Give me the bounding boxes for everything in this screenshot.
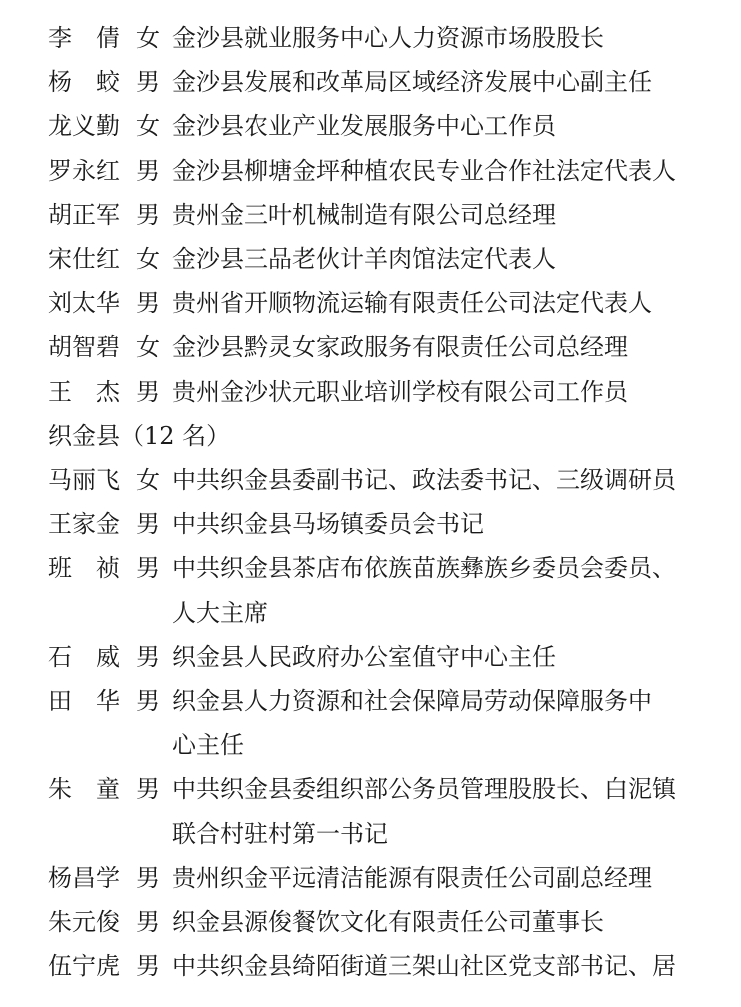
person-name: 马丽飞	[48, 466, 120, 494]
person-gender: 女	[136, 245, 160, 273]
name-char: 倩	[96, 24, 120, 52]
person-gender: 男	[136, 775, 160, 804]
person-name	[48, 635, 120, 679]
person-name: 龙义勤	[48, 112, 120, 141]
name-char: 石	[48, 642, 72, 671]
name-char: 童	[96, 775, 120, 804]
person-position: 织金县人力资源和社会保障局劳动保障服务中	[172, 687, 652, 715]
person-gender: 男	[136, 952, 160, 981]
person-position: 中共织金县绮陌街道三架山社区党支部书记、居	[172, 952, 676, 981]
person-gender: 男	[136, 908, 160, 936]
person-name: 宋仕红	[48, 245, 120, 273]
person-gender: 男	[136, 863, 160, 892]
person-gender: 女	[136, 466, 160, 494]
name-char: 杰	[96, 377, 120, 406]
person-gender: 男	[136, 554, 160, 583]
person-name: 胡正军	[48, 200, 120, 229]
person-name: 刘太华	[48, 289, 120, 318]
name-char: 王	[48, 377, 72, 406]
name-char: 蛟	[96, 68, 120, 97]
person-position-continued: 心主任	[172, 731, 244, 760]
person-gender: 男	[136, 68, 160, 97]
section-heading: 织金县（12 名）	[48, 421, 231, 450]
person-position: 金沙县就业服务中心人力资源市场股股长	[172, 24, 604, 52]
person-position: 金沙县黔灵女家政服务有限责任公司总经理	[172, 333, 628, 362]
person-position: 金沙县发展和改革局区域经济发展中心副主任	[172, 68, 652, 97]
name-char: 朱	[48, 775, 72, 804]
name-char: 华	[96, 687, 120, 715]
person-gender: 男	[136, 687, 160, 715]
person-position: 中共织金县委副书记、政法委书记、三级调研员	[172, 466, 676, 494]
name-char: 杨	[48, 68, 72, 97]
person-position: 贵州金三叶机械制造有限公司总经理	[172, 200, 556, 229]
person-gender: 女	[136, 333, 160, 362]
person-name	[48, 16, 120, 60]
person-gender: 男	[136, 289, 160, 318]
person-name	[48, 370, 120, 414]
person-name	[48, 767, 120, 811]
person-position: 贵州织金平远清洁能源有限责任公司副总经理	[172, 863, 652, 892]
name-char: 威	[96, 642, 120, 671]
person-name: 朱元俊	[48, 908, 120, 936]
name-char: 祯	[96, 554, 120, 583]
person-position: 贵州省开顺物流运输有限责任公司法定代表人	[172, 289, 652, 318]
person-position: 金沙县农业产业发展服务中心工作员	[172, 112, 556, 141]
person-gender: 女	[136, 112, 160, 141]
person-position: 织金县人民政府办公室值守中心主任	[172, 642, 556, 671]
person-name: 胡智碧	[48, 333, 120, 362]
person-position-continued: 联合村驻村第一书记	[172, 819, 388, 848]
name-char: 李	[48, 24, 72, 52]
name-char: 班	[48, 554, 72, 583]
person-gender: 男	[136, 377, 160, 406]
person-name: 罗永红	[48, 156, 120, 185]
person-name	[48, 60, 120, 104]
person-position: 中共织金县委组织部公务员管理股股长、白泥镇	[172, 775, 676, 804]
person-position: 中共织金县茶店布依族苗族彝族乡委员会委员、	[172, 554, 676, 583]
person-name	[48, 546, 120, 590]
person-gender: 男	[136, 642, 160, 671]
person-name	[48, 679, 120, 723]
person-position: 织金县源俊餐饮文化有限责任公司董事长	[172, 908, 604, 936]
name-char: 田	[48, 687, 72, 715]
person-gender: 男	[136, 156, 160, 185]
person-gender: 男	[136, 510, 160, 539]
person-name: 王家金	[48, 510, 120, 539]
person-name: 杨昌学	[48, 863, 120, 892]
person-position: 中共织金县马场镇委员会书记	[172, 510, 484, 539]
person-position: 贵州金沙状元职业培训学校有限公司工作员	[172, 377, 628, 406]
person-name: 伍宁虎	[48, 952, 120, 981]
person-gender: 男	[136, 200, 160, 229]
person-gender: 女	[136, 24, 160, 52]
person-position: 金沙县三品老伙计羊肉馆法定代表人	[172, 245, 556, 273]
person-position: 金沙县柳塘金坪种植农民专业合作社法定代表人	[172, 156, 676, 185]
person-position-continued: 人大主席	[172, 598, 268, 627]
